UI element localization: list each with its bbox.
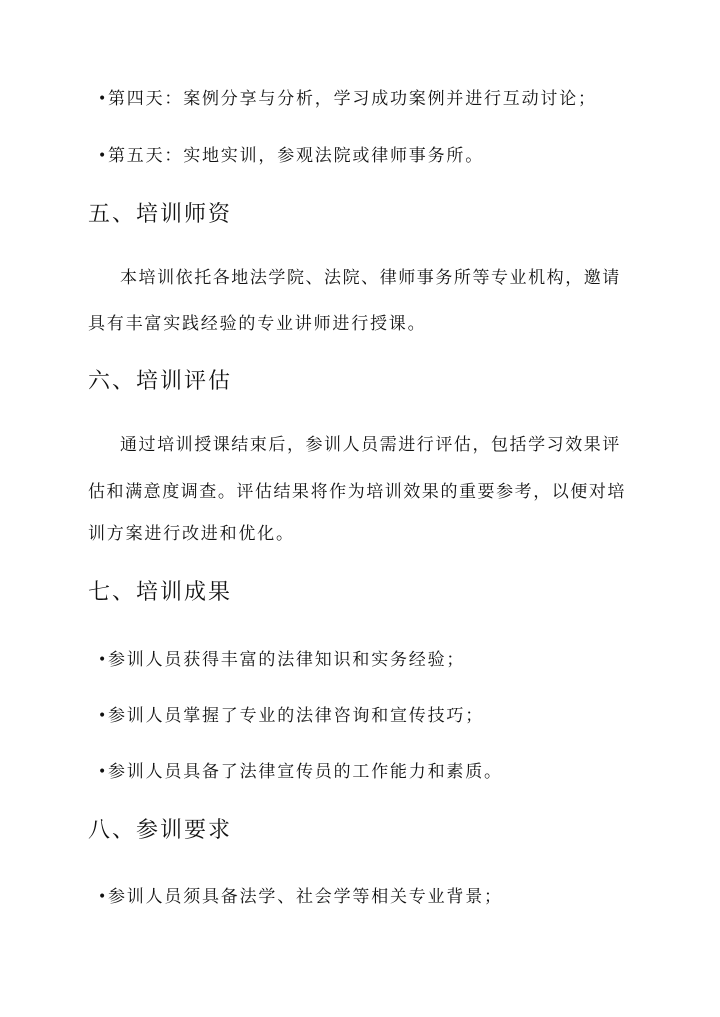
bullet-icon: •: [98, 708, 109, 724]
section-heading: 五、培训师资: [88, 202, 233, 227]
bullet-icon: •: [98, 652, 109, 668]
bullet-icon: •: [98, 91, 109, 107]
list-item-text: 第四天：案例分享与分析，学习成功案例并进行互动讨论；: [108, 89, 597, 109]
paragraph-line: 估和满意度调查。评估结果将作为培训效果的重要参考，以便对培: [88, 482, 626, 502]
bullet-icon: •: [98, 889, 109, 905]
list-item: [98, 704, 484, 728]
paragraph-line: 训方案进行改进和优化。: [88, 524, 295, 544]
paragraph-line: 本培训依托各地法学院、法院、律师事务所等专业机构，邀请: [120, 268, 621, 288]
section-heading: 六、培训评估: [88, 369, 233, 394]
list-item: [98, 144, 484, 168]
bullet-icon: •: [98, 764, 109, 780]
section-heading: 七、培训成果: [88, 580, 233, 605]
list-item-text: 参训人员须具备法学、社会学等相关专业背景；: [108, 887, 503, 907]
list-item-text: 第五天：实地实训，参观法院或律师事务所。: [108, 146, 484, 166]
list-item-text: 参训人员掌握了专业的法律咨询和宣传技巧；: [108, 706, 484, 726]
bullet-icon: •: [98, 148, 109, 164]
paragraph-line: 具有丰富实践经验的专业讲师进行授课。: [88, 314, 427, 334]
section-heading: 八、参训要求: [88, 818, 233, 843]
list-item-text: 参训人员获得丰富的法律知识和实务经验；: [108, 650, 466, 670]
list-item: [98, 885, 503, 909]
list-item-text: 参训人员具备了法律宣传员的工作能力和素质。: [108, 762, 503, 782]
list-item: [98, 648, 466, 672]
list-item: [98, 87, 597, 111]
paragraph-line: 通过培训授课结束后，参训人员需进行评估，包括学习效果评: [120, 435, 621, 455]
list-item: [98, 760, 503, 784]
